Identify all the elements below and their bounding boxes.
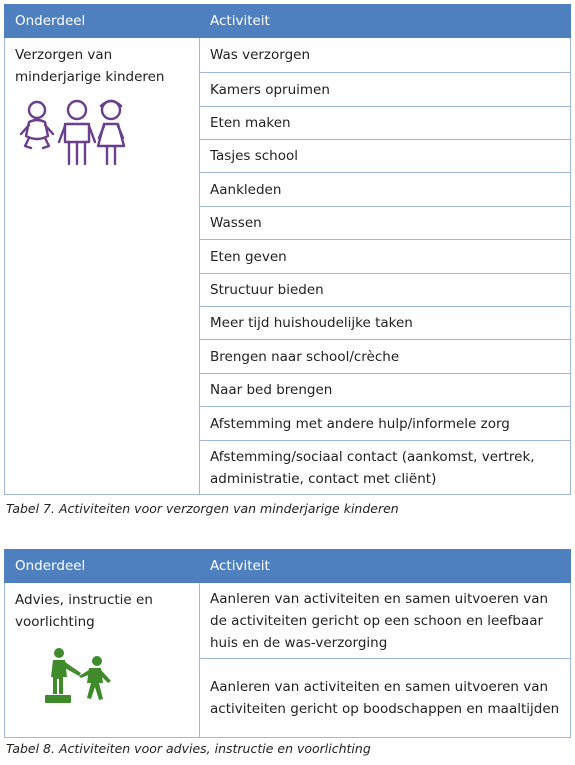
header-activiteit: Activiteit xyxy=(200,550,571,583)
activity-cell: Tasjes school xyxy=(200,140,571,173)
category-label: Verzorgen van minderjarige kinderen xyxy=(15,47,165,85)
table-7-caption: Tabel 7. Activiteiten voor verzorgen van minderjarige kinderen xyxy=(6,501,399,516)
header-onderdeel: Onderdeel xyxy=(5,550,200,583)
activity-cell: Brengen naar school/crèche xyxy=(200,340,571,374)
header-activiteit: Activiteit xyxy=(200,5,571,38)
activity-cell: Aankleden xyxy=(200,173,571,207)
table-8 xyxy=(4,549,571,738)
activity-cell: Afstemming/sociaal contact (aankomst, vertrek, administratie, contact met cliënt) xyxy=(200,441,571,495)
helping-hand-icon xyxy=(15,647,189,714)
activity-cell: Eten maken xyxy=(200,107,571,140)
table-row xyxy=(5,38,571,73)
activity-cell: Aanleren van activiteiten en samen uitvoeren van activiteiten gericht op boodschappen en maaltijden xyxy=(200,659,571,738)
activity-cell: Kamers opruimen xyxy=(200,73,571,107)
activity-cell: Afstemming met andere hulp/informele zorg xyxy=(200,407,571,441)
children-icon xyxy=(15,98,189,175)
activity-cell: Was verzorgen xyxy=(200,38,571,73)
table-7 xyxy=(4,4,571,495)
activity-cell: Eten geven xyxy=(200,240,571,274)
table-row xyxy=(5,583,571,659)
table-8-caption: Tabel 8. Activiteiten voor advies, instructie en voorlichting xyxy=(6,741,371,756)
table-header-row xyxy=(5,550,571,583)
activity-cell: Naar bed brengen xyxy=(200,374,571,407)
category-cell xyxy=(5,583,200,738)
activity-cell: Meer tijd huishoudelijke taken xyxy=(200,307,571,340)
activity-cell: Aanleren van activiteiten en samen uitvoeren van de activiteiten gericht op een schoon en leefbaar huis en de was-verzorging xyxy=(200,583,571,659)
category-cell xyxy=(5,38,200,495)
activity-cell: Wassen xyxy=(200,207,571,240)
category-label: Advies, instructie en voorlichting xyxy=(15,592,153,630)
activity-cell: Structuur bieden xyxy=(200,274,571,307)
header-onderdeel: Onderdeel xyxy=(5,5,200,38)
table-header-row xyxy=(5,5,571,38)
